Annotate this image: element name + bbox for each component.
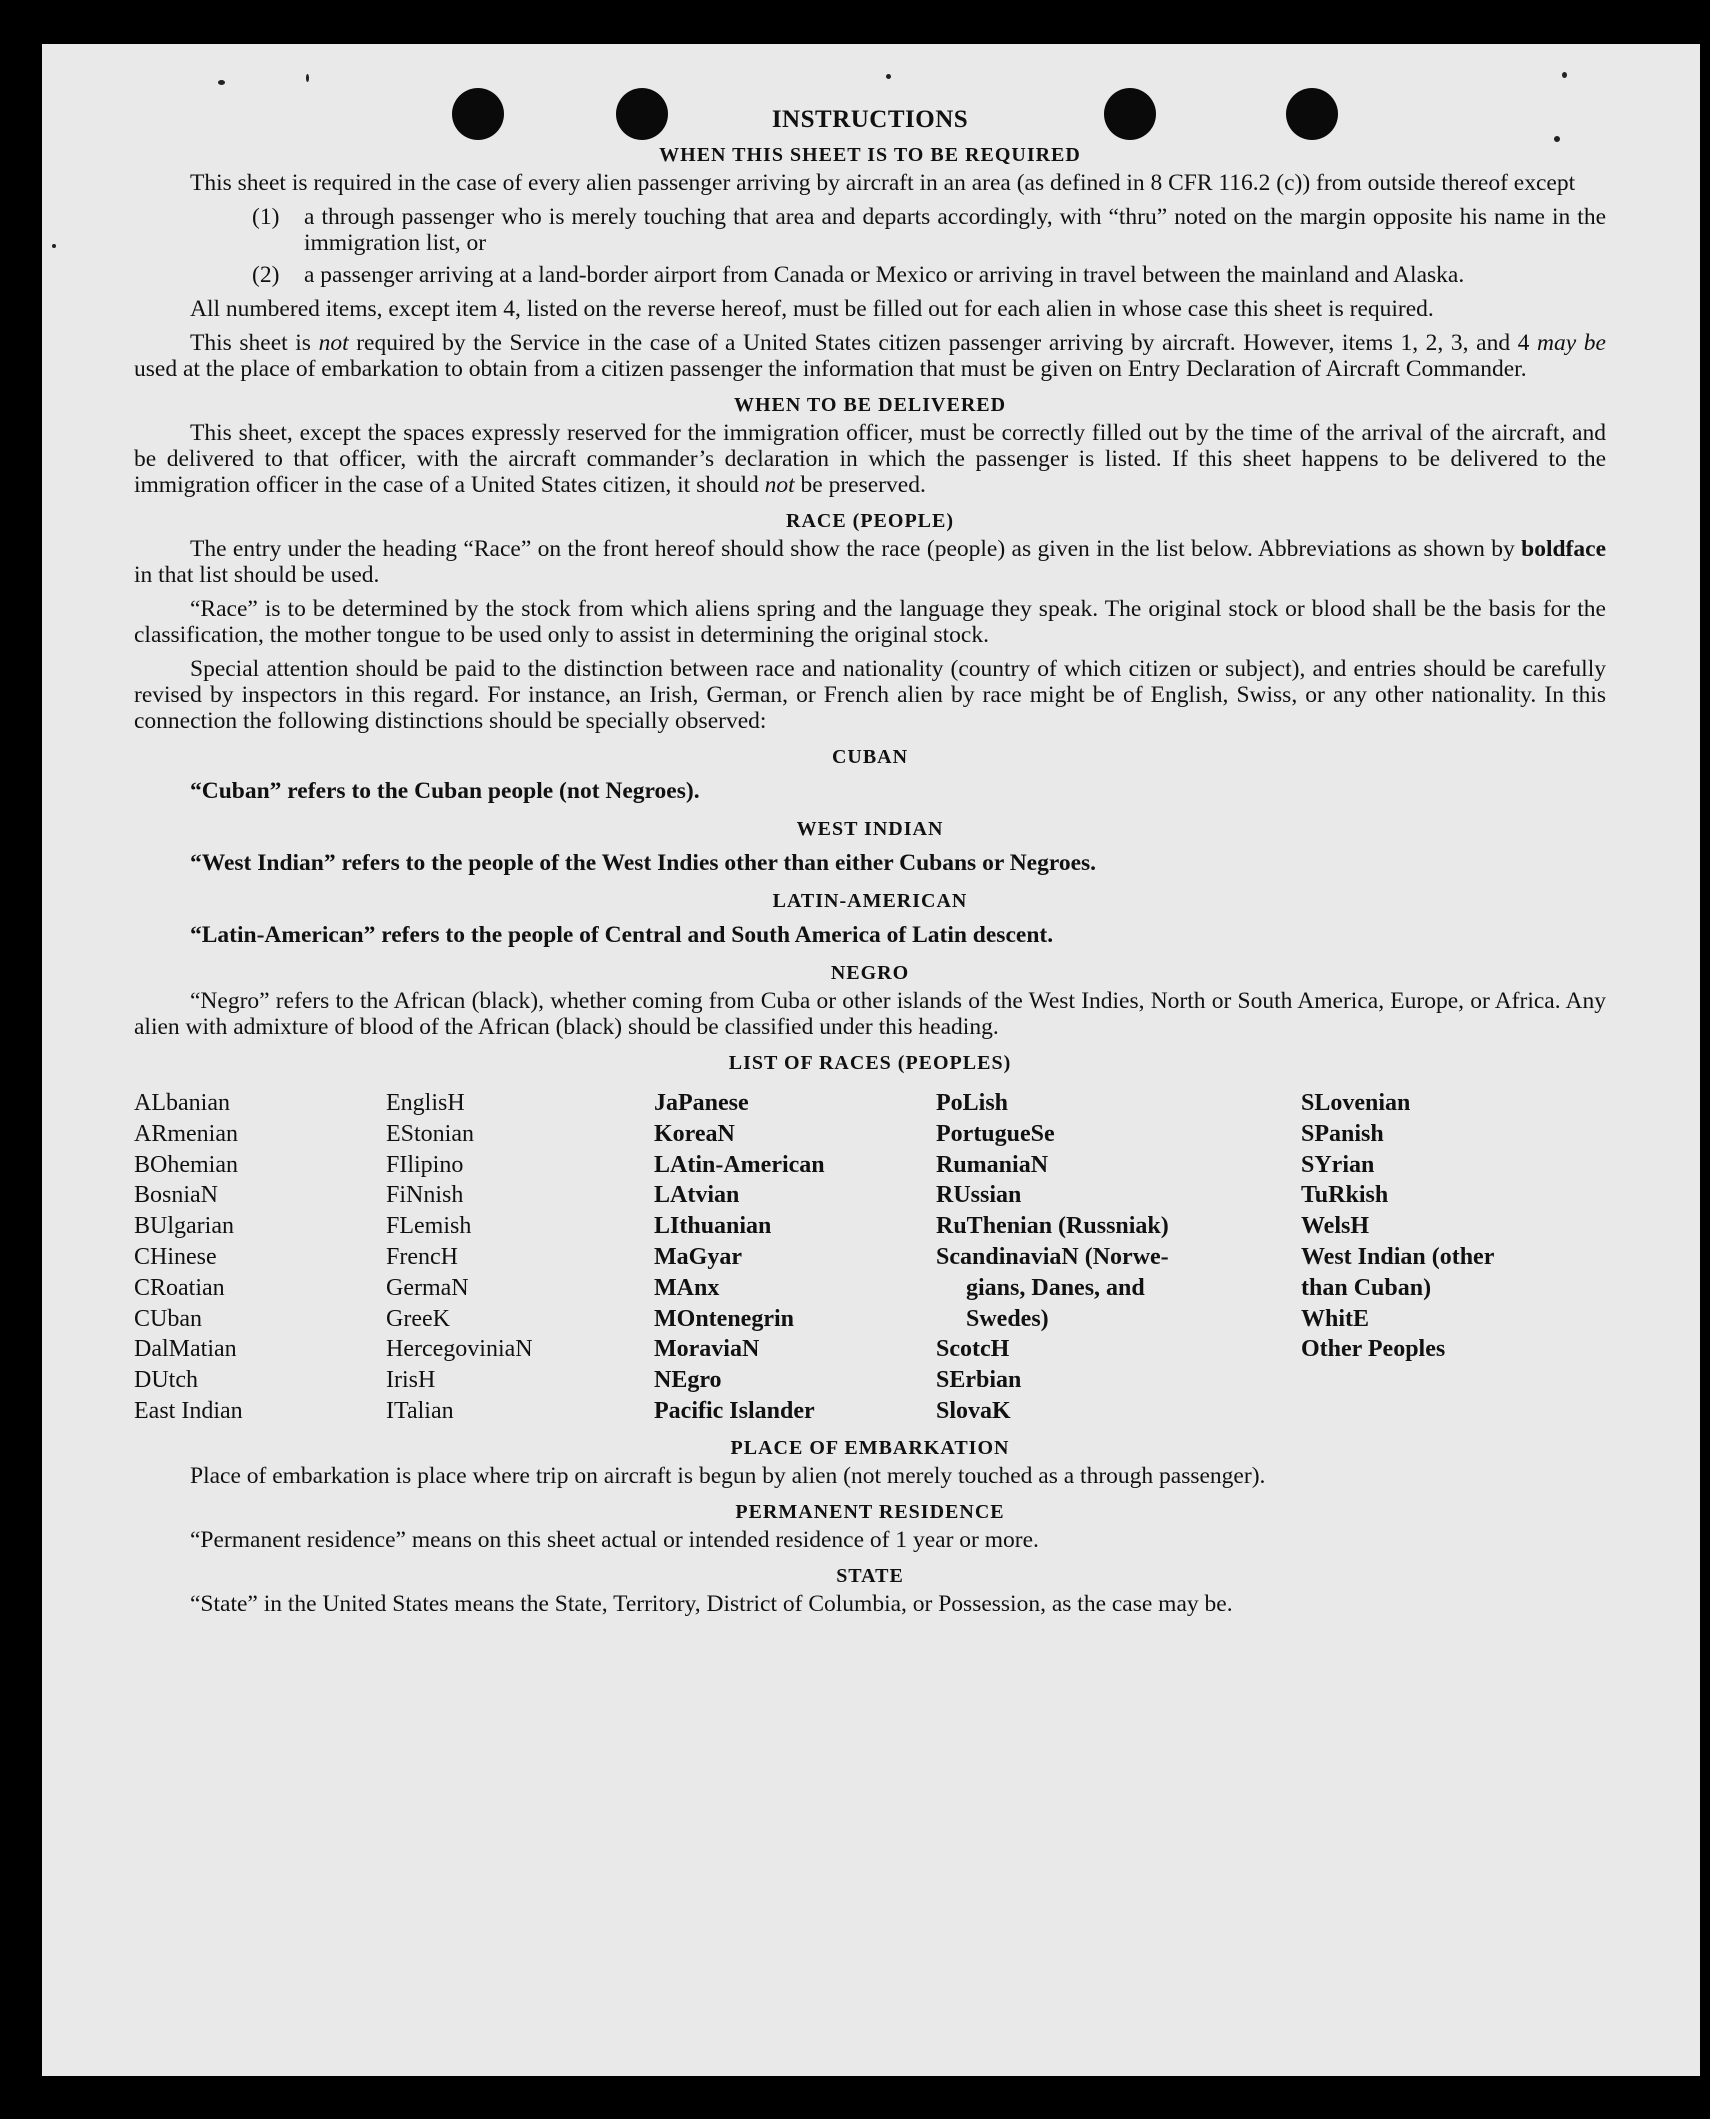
race-entry: HercegoviniaN <box>386 1336 533 1363</box>
paragraph: “Permanent residence” means on this sheet actual or intended residence of 1 year or more. <box>190 1526 1039 1553</box>
emphasis: not <box>764 472 795 498</box>
subsection-heading: PERMANENT RESIDENCE <box>735 1500 1005 1523</box>
subsection-heading: PLACE OF EMBARKATION <box>730 1436 1010 1459</box>
race-entry: gians, Danes, and <box>966 1274 1145 1301</box>
paragraph <box>134 536 1606 588</box>
item-text: a through passenger who is merely touching that area and departs accordingly, with “thru” noted on the margin opposite his name in the immigration list, or <box>304 204 1606 256</box>
race-entry: MaGyar <box>654 1243 742 1270</box>
race-entry: PortugueSe <box>936 1120 1055 1147</box>
paragraph: Special attention should be paid to the distinction between race and nationality (country of which citizen or subject), and entries should be carefully revised by inspectors in this regard. For instance, an Irish, German, or French alien by race might be of English, Swiss, or any other nationality. In this connection the following distinctions should be specially observed: <box>134 656 1606 734</box>
section-heading: RACE (PEOPLE) <box>786 510 954 532</box>
section-heading: WHEN THIS SHEET IS TO BE REQUIRED <box>659 144 1081 166</box>
paragraph: All numbered items, except item 4, listed on the reverse hereof, must be filled out for each alien in whose case this sheet is required. <box>190 296 1434 322</box>
emphasis: may be <box>1537 330 1606 356</box>
exception-list <box>252 204 1606 288</box>
item-number: (1) <box>252 204 280 230</box>
subsection-heading: STATE <box>836 1564 904 1587</box>
race-entry: BOhemian <box>134 1151 238 1178</box>
race-entry: LAtvian <box>654 1182 740 1209</box>
race-entry: MAnx <box>654 1274 720 1301</box>
race-column <box>386 1088 654 1427</box>
subsection-heading: CUBAN <box>831 746 909 768</box>
race-entry: RUssian <box>936 1182 1022 1209</box>
definition: “Latin-American” refers to the people of Central and South America of Latin descent. <box>190 922 1054 948</box>
race-entry: PoLish <box>936 1090 1009 1116</box>
race-entry: TuRkish <box>1301 1182 1389 1209</box>
text-run: This sheet, except the spaces expressly reserved for the immigration officer, must be correctly filled out by the time of the arrival of the aircraft, and be delivered to that officer, with the aircraft commander’s declaration in which the passenger is listed. If this sheet happens to be delivered to the immigration officer in the case of a United States citizen, it should <box>134 420 1606 498</box>
text-run: in that list should be used. <box>134 562 380 588</box>
race-column <box>1301 1088 1601 1427</box>
text-run: used at the place of embarkation to obtain from a citizen passenger the information that must be given on Entry Declaration of Aircraft Commander. <box>134 356 1527 382</box>
section-heading: WHEN TO BE DELIVERED <box>733 394 1007 416</box>
race-entry: Other Peoples <box>1301 1336 1446 1363</box>
race-entry: KoreaN <box>654 1120 735 1147</box>
race-entry: Swedes) <box>966 1305 1049 1332</box>
race-entry: FrencH <box>386 1243 458 1270</box>
race-entry: ARmenian <box>134 1120 238 1147</box>
race-entry: BUlgarian <box>134 1213 234 1240</box>
paragraph: “Race” is to be determined by the stock from which aliens spring and the language they speak. The original stock or blood shall be the basis for the classification, the mother tongue to be used only to assist in determining the original stock. <box>134 596 1606 648</box>
race-entry: FIlipino <box>386 1151 464 1178</box>
race-entry: CRoatian <box>134 1274 225 1301</box>
race-entry: GreeK <box>386 1305 450 1332</box>
race-entry: Pacific Islander <box>654 1397 815 1424</box>
subsection-heading: NEGRO <box>830 962 910 984</box>
race-entry: MoraviaN <box>654 1336 760 1363</box>
race-entry: RumaniaN <box>936 1151 1049 1178</box>
paragraph <box>134 420 1606 498</box>
paragraph: This sheet is required in the case of every alien passenger arriving by aircraft in an area (as defined in 8 CFR 116.2 (c)) from outside thereof except <box>190 170 1576 196</box>
race-column <box>134 1088 386 1427</box>
paragraph: “Negro” refers to the African (black), whether coming from Cuba or other islands of the West Indies, North or South America, Europe, or Africa. Any alien with admixture of blood of the African (black) should be classified under this heading. <box>134 988 1606 1040</box>
ink-speck <box>218 80 225 85</box>
subsection-heading: WEST INDIAN <box>796 818 944 840</box>
subsection-heading: LATIN-AMERICAN <box>772 890 968 912</box>
text-run: The entry under the heading “Race” on the front hereof should show the race (people) as given in the list below. Abbreviations as shown by <box>190 536 1522 562</box>
race-list <box>134 1088 1606 1427</box>
text-run: be preserved. <box>794 472 926 498</box>
race-entry: ALbanian <box>134 1090 230 1116</box>
race-entry: WelsH <box>1301 1213 1370 1240</box>
race-entry: CHinese <box>134 1243 217 1270</box>
race-entry: EnglisH <box>386 1090 465 1116</box>
ink-speck <box>886 74 891 79</box>
bold-text: boldface <box>1521 536 1606 562</box>
ink-speck <box>52 244 56 248</box>
paragraph: “State” in the United States means the State, Territory, District of Columbia, or Possession, as the case may be. <box>190 1590 1233 1617</box>
text-run: This sheet is <box>190 330 319 356</box>
race-entry: East Indian <box>134 1397 243 1424</box>
list-item <box>252 262 1606 288</box>
paragraph: Place of embarkation is place where trip on aircraft is begun by alien (not merely touched as a through passenger). <box>190 1462 1266 1489</box>
document-page <box>42 44 1700 2076</box>
race-entry: ITalian <box>386 1397 454 1424</box>
race-entry: SYrian <box>1301 1151 1375 1178</box>
subsection-heading: LIST OF RACES (PEOPLES) <box>728 1052 1012 1074</box>
race-entry: JaPanese <box>654 1090 749 1116</box>
race-entry: ScotcH <box>936 1336 1010 1363</box>
race-entry: SErbian <box>936 1367 1022 1394</box>
race-entry: EStonian <box>386 1120 474 1147</box>
race-entry: GermaN <box>386 1274 469 1301</box>
race-entry: West Indian (other <box>1301 1243 1495 1270</box>
race-entry: LAtin-American <box>654 1151 825 1178</box>
race-entry: SlovaK <box>936 1397 1011 1424</box>
race-entry: RuThenian (Russniak) <box>936 1213 1169 1240</box>
paragraph <box>134 330 1606 382</box>
ink-speck <box>1562 72 1567 78</box>
emphasis: not <box>318 330 349 356</box>
definition: “West Indian” refers to the people of the West Indies other than either Cubans or Negroes. <box>190 850 1097 876</box>
text-run: required by the Service in the case of a United States citizen passenger arriving by aircraft. However, items 1, 2, 3, and 4 <box>348 330 1538 356</box>
race-entry: MOntenegrin <box>654 1305 794 1332</box>
item-text: a passenger arriving at a land-border airport from Canada or Mexico or arriving in travel between the mainland and Alaska. <box>304 262 1465 288</box>
list-item <box>252 204 1606 256</box>
race-entry: WhitE <box>1301 1305 1370 1332</box>
race-entry: SLovenian <box>1301 1090 1411 1116</box>
race-column <box>936 1088 1301 1427</box>
race-entry: SPanish <box>1301 1120 1384 1147</box>
definition: “Cuban” refers to the Cuban people (not Negroes). <box>190 778 700 804</box>
page-title: INSTRUCTIONS <box>771 106 969 133</box>
instructions-content <box>134 100 1606 1625</box>
race-entry: IrisH <box>386 1367 436 1394</box>
race-entry: DalMatian <box>134 1336 237 1363</box>
ink-speck <box>306 74 309 82</box>
race-entry: FLemish <box>386 1213 472 1240</box>
race-entry: CUban <box>134 1305 202 1332</box>
race-column <box>654 1088 936 1427</box>
race-entry: than Cuban) <box>1301 1274 1432 1301</box>
race-entry: ScandinaviaN (Norwe- <box>936 1243 1169 1270</box>
race-entry: BosniaN <box>134 1182 218 1209</box>
race-entry: NEgro <box>654 1367 722 1394</box>
race-entry: DUtch <box>134 1367 198 1394</box>
race-entry: LIthuanian <box>654 1213 772 1240</box>
race-entry: FiNnish <box>386 1182 464 1209</box>
item-number: (2) <box>252 262 280 288</box>
